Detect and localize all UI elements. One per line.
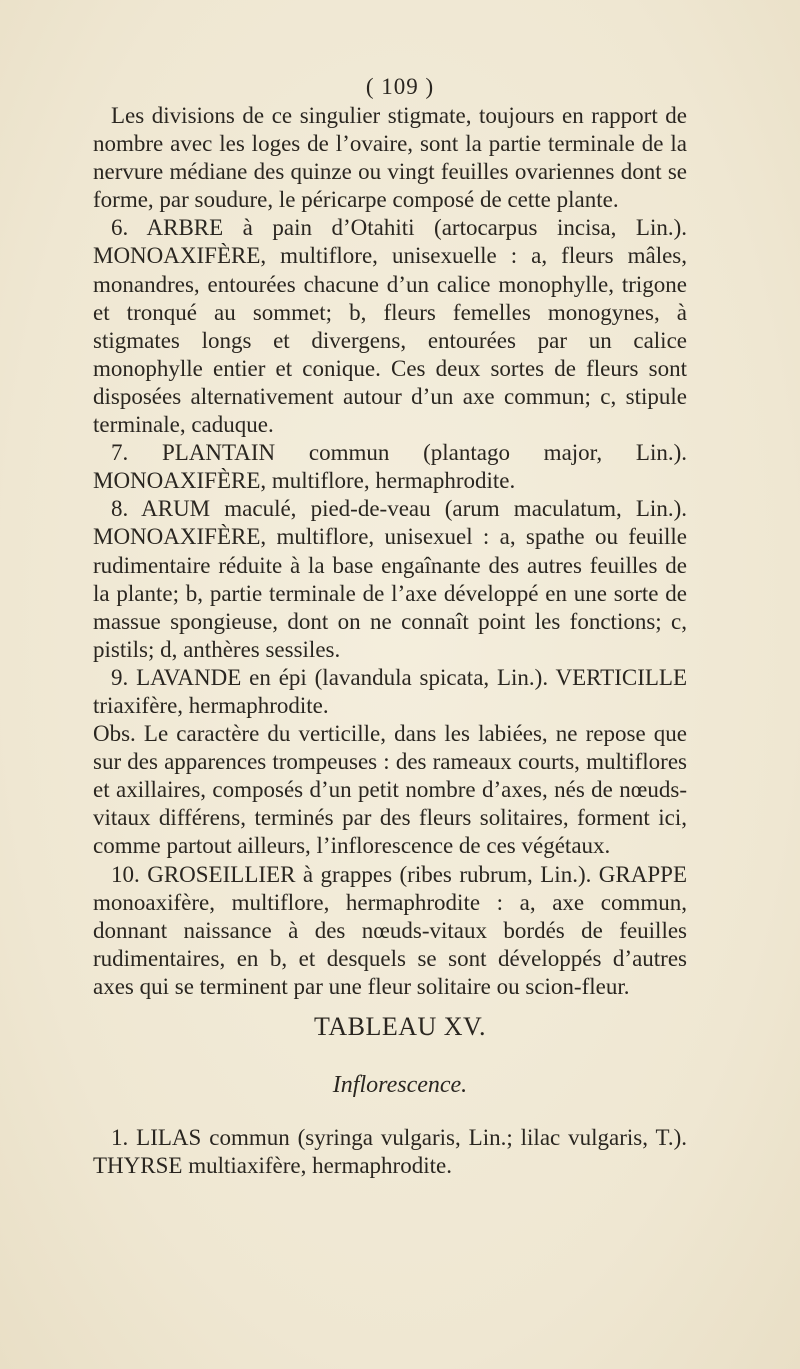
table-title: TABLEAU XV. [314, 1012, 486, 1041]
paragraph-observation: Obs. Le caractère du verticille, dans les labiées, ne repose que sur des apparences trompeuses : des rameaux courts, multiflores et axillaires, composés d’un petit nombre d’axes, nés de nœuds-vitaux différens, terminés par des fleurs solitaires, forment ici, comme partout ailleurs, l’inflorescence de ces végétaux. [93, 721, 687, 859]
closing-text [93, 1124, 687, 1180]
paragraph-lavande: 9. LAVANDE en épi (lavandula spicata, Lin.). VERTICILLE triaxifère, hermaphrodite. [93, 664, 687, 718]
page-number: ( 109 ) [365, 74, 435, 99]
table-subtitle: Inflorescence. [332, 1072, 468, 1098]
paragraph-groseillier: 10. GROSEILLIER à grappes (ribes rubrum, Lin.). GRAPPE monoaxifère, multiflore, hermaphrodite : a, axe commun, donnant naissance à des nœuds-vitaux bordés de feuilles rudimentaires, en b, et desquels se sont développés d’autres axes qui se terminent par une fleur solitaire ou scion-fleur. [93, 861, 687, 999]
paragraph-lilas: 1. LILAS commun (syringa vulgaris, Lin.; lilac vulgaris, T.). THYRSE multiaxifère, hermaphrodite. [93, 1125, 687, 1179]
paragraph-arum: 8. ARUM maculé, pied-de-veau (arum maculatum, Lin.). MONOAXIFÈRE, multiflore, unisexuel : a, spathe ou feuille rudimentaire réduite à la base engaînante des autres feuilles de la plante; b, partie terminale de l’axe développé en une sorte de massue spongieuse, dont on ne connaît point les fonctions; c, pistils; d, anthères sessiles. [93, 496, 687, 662]
paragraph-arbre-a-pain: 6. ARBRE à pain d’Otahiti (artocarpus incisa, Lin.). MONOAXIFÈRE, multiflore, unisexuelle : a, fleurs mâles, monandres, entourées chacune d’un calice monophylle, trigone et tronqué au sommet; b, fleurs femelles monogynes, à stigmates longs et divergens, entourées par un calice monophylle entier et conique. Ces deux sortes de fleurs sont disposées alternativement autour d’un axe commun; c, stipule terminale, caduque. [93, 215, 687, 438]
paragraph-plantain: 7. PLANTAIN commun (plantago major, Lin.). MONOAXIFÈRE, multiflore, hermaphrodite. [93, 440, 687, 494]
paragraph-stigmate: Les divisions de ce singulier stigmate, toujours en rapport de nombre avec les loges de l’ovaire, sont la partie terminale de la nervure médiane des quinze ou vingt feuilles ovariennes dont se forme, par soudure, le péricarpe composé de cette plante. [93, 103, 687, 213]
body-text [93, 102, 687, 1001]
